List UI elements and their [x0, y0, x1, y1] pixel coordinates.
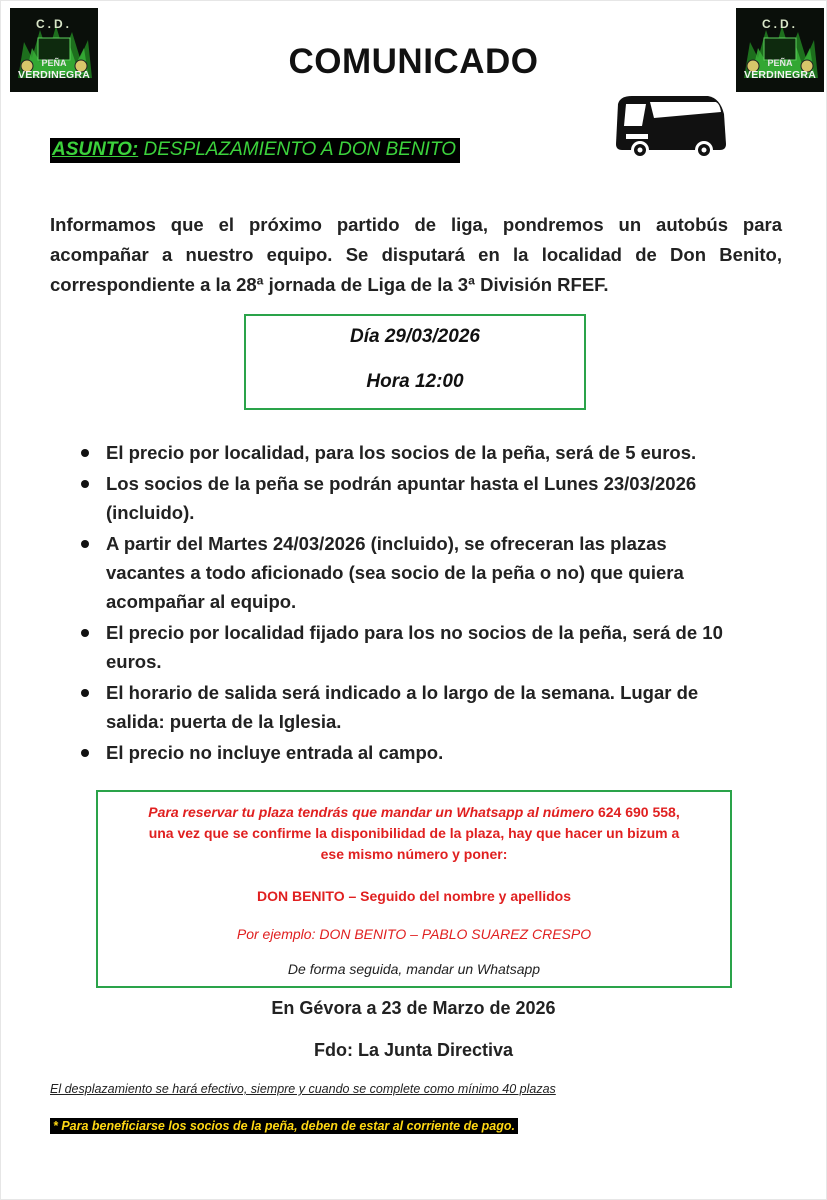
whatsapp-phone: 624 690 558, [597, 804, 680, 820]
list-item-text: El horario de salida será indicado a lo largo de la semana. Lugar de [106, 682, 699, 703]
minimum-note: El desplazamiento se hará efectivo, siempre y cuando se complete como mínimo 40 plazas [50, 1082, 556, 1096]
reservation-line-2: una vez que se confirme la disponibilidad de la plaza, hay que hacer un bizum a [148, 825, 680, 841]
conditions-list [78, 438, 768, 769]
list-item [78, 738, 768, 767]
reservation-followup: De forma seguida, mandar un Whatsapp [287, 961, 541, 977]
list-item [78, 678, 768, 736]
list-item-text: El precio no incluye entrada al campo. [106, 742, 444, 763]
bullet-icon [81, 540, 89, 548]
list-item-text: El precio por localidad fijado para los no socios de la peña, será de 10 [106, 622, 723, 643]
logo-name-text: VERDINEGRA [743, 69, 816, 81]
list-item-text: Los socios de la peña se podrán apuntar hasta el Lunes 23/03/2026 [106, 473, 697, 494]
members-note: * Para beneficiarse los socios de la peña, deben de estar al corriente de pago. [50, 1118, 518, 1134]
reservation-intro: Para reservar tu plaza tendrás que mandar un Whatsapp al número [148, 804, 595, 820]
list-item [78, 529, 768, 616]
list-item [78, 618, 768, 676]
intro-line: acompañar a nuestro equipo. Se disputará en la localidad de Don Benito, [50, 244, 782, 265]
list-item-text: acompañar al equipo. [106, 591, 297, 612]
list-item [78, 438, 768, 467]
intro-paragraph [50, 210, 782, 300]
match-time: Hora 12:00 [366, 371, 464, 392]
subject-text: DESPLAZAMIENTO A DON BENITO [143, 139, 457, 160]
match-date: Día 29/03/2026 [350, 326, 480, 347]
subject-label: ASUNTO: [52, 139, 139, 160]
list-item-text: vacantes a todo aficionado (sea socio de la peña o no) que quiera [106, 562, 684, 583]
bus-icon [612, 92, 732, 167]
list-item-text: El precio por localidad, para los socios de la peña, será de 5 euros. [106, 442, 697, 463]
page-title: COMUNICADO [288, 42, 539, 81]
list-item-text: (incluido). [106, 502, 195, 523]
signature: Fdo: La Junta Directiva [313, 1040, 514, 1060]
logo-pena-text: PEÑA [767, 58, 793, 68]
bullet-icon [81, 629, 89, 637]
list-item-text: A partir del Martes 24/03/2026 (incluido), se ofreceran las plazas [106, 533, 667, 554]
logo-club-initials: C.D. [36, 17, 72, 31]
reservation-line-3: ese mismo número y poner: [320, 846, 508, 862]
reservation-box [96, 790, 732, 988]
bullet-icon [81, 689, 89, 697]
bullet-icon [81, 449, 89, 457]
intro-line: correspondiente a la 28ª jornada de Liga de la 3ª División RFEF. [50, 274, 609, 295]
reservation-format: DON BENITO – Seguido del nombre y apellidos [256, 888, 571, 904]
reservation-line-1 [98, 804, 730, 820]
logo-pena-text: PEÑA [41, 58, 67, 68]
subject-line [50, 138, 460, 163]
match-schedule-box [244, 314, 586, 410]
place-date: En Gévora a 23 de Marzo de 2026 [271, 998, 556, 1018]
list-item-text: salida: puerta de la Iglesia. [106, 711, 342, 732]
list-item-text: euros. [106, 651, 162, 672]
logo-club-initials: C.D. [762, 17, 798, 31]
reservation-example: Por ejemplo: DON BENITO – PABLO SUAREZ CRESPO [236, 926, 592, 942]
list-item [78, 469, 768, 527]
intro-line: Informamos que el próximo partido de liga, pondremos un autobús para [50, 214, 782, 235]
bullet-icon [81, 749, 89, 757]
logo-name-text: VERDINEGRA [17, 69, 90, 81]
bullet-icon [81, 480, 89, 488]
